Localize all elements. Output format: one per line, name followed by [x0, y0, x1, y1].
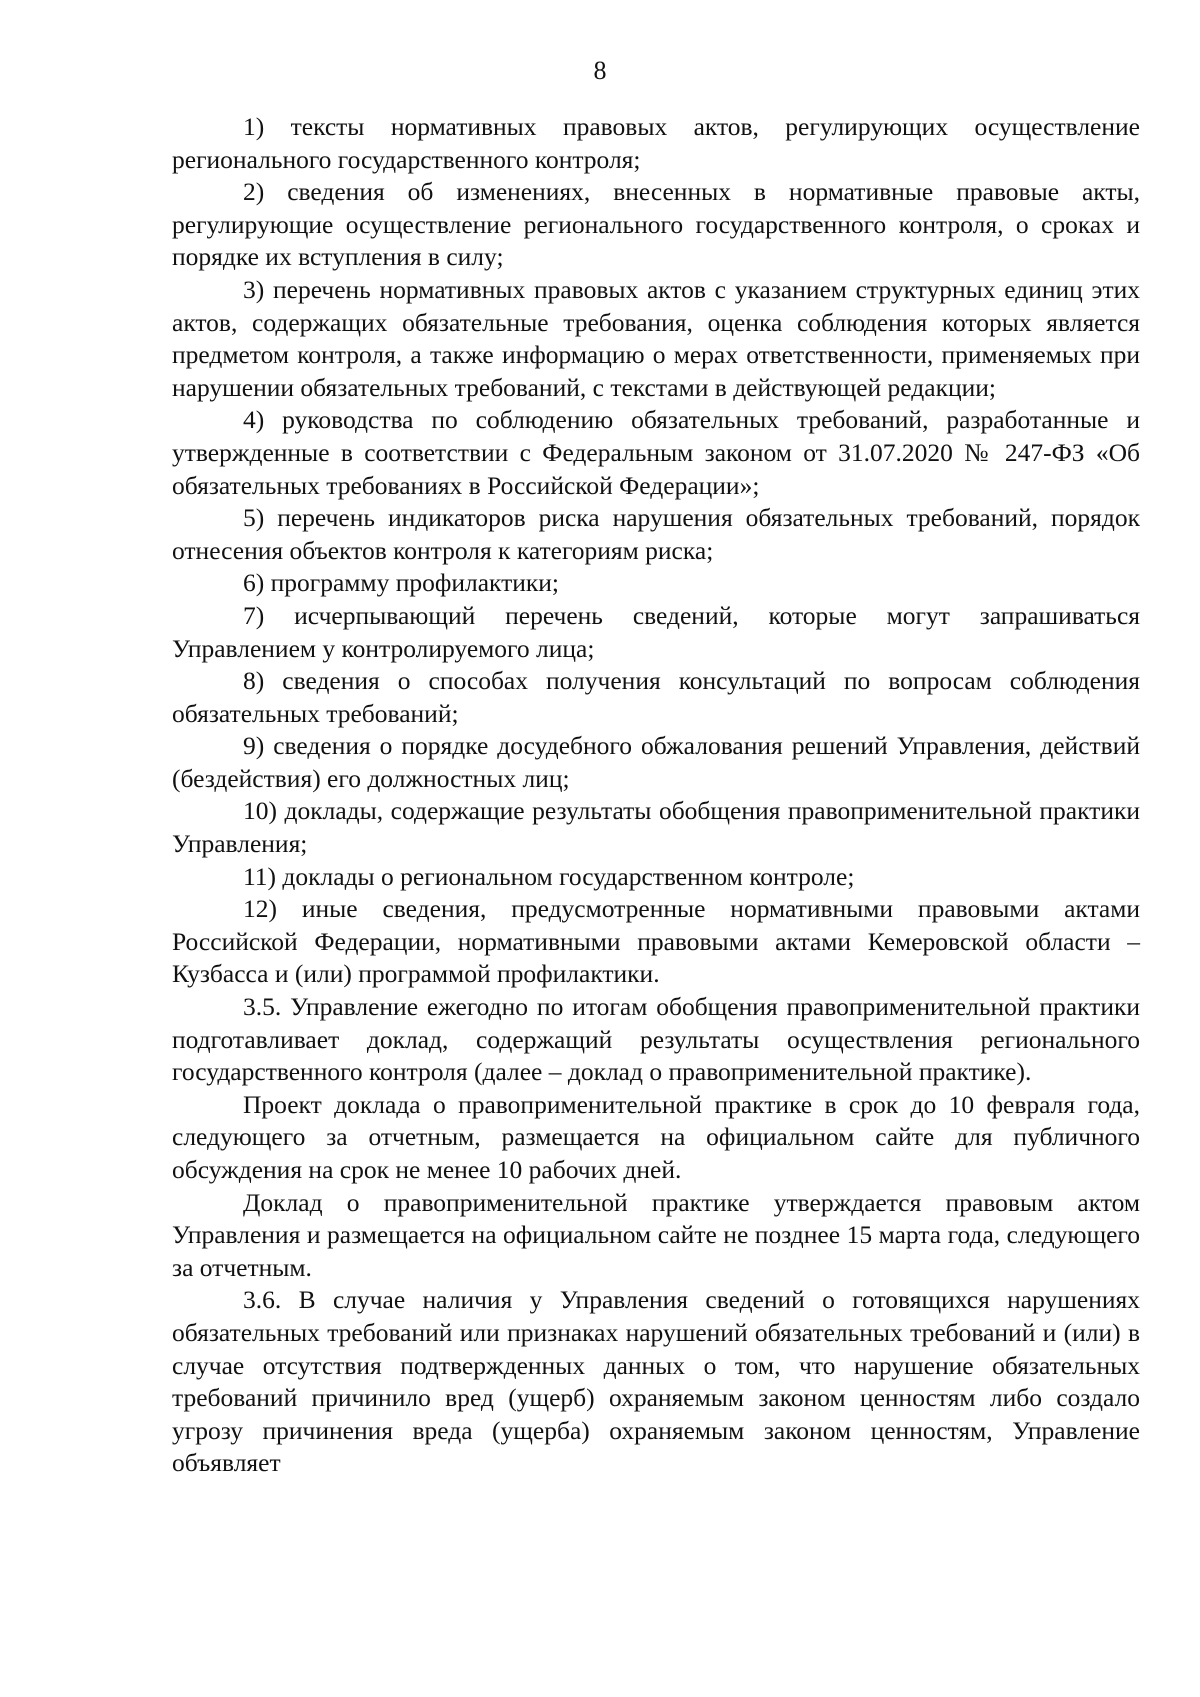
paragraph: 7) исчерпывающий перечень сведений, которые могут запрашиваться Управлением у контролируемого лица;	[172, 600, 1140, 663]
paragraph: 6) программу профилактики;	[243, 568, 560, 598]
paragraph: 3) перечень нормативных правовых актов с указанием структурных единиц этих актов, содержащих обязательные требования, оценка соблюдения которых является предметом контроля, а также информацию о мерах ответственности, применяемых при нарушении обязательных требований, с текстами в действующей редакции;	[172, 274, 1140, 402]
paragraph: 3.5. Управление ежегодно по итогам обобщения правоприменительной практики подготавливает доклад, содержащий результаты осуществления регионального государственного контроля (далее – доклад о правоприменительной практике).	[172, 992, 1140, 1087]
paragraph: 10) доклады, содержащие результаты обобщения правоприменительной практики Управления;	[172, 796, 1140, 859]
paragraph: 5) перечень индикаторов риска нарушения обязательных требований, порядок отнесения объектов контроля к категориям риска;	[172, 503, 1140, 565]
paragraph: Проект доклада о правоприменительной практике в срок до 10 февраля года, следующего за отчетным, размещается на официальном сайте для публичного обсуждения на срок не менее 10 рабочих дней.	[172, 1089, 1140, 1184]
document-body	[172, 111, 1140, 1480]
paragraph: 11) доклады о региональном государственном контроле;	[243, 861, 855, 891]
paragraph: 8) сведения о способах получения консультаций по вопросам соблюдения обязательных требований;	[172, 666, 1140, 728]
paragraph: 12) иные сведения, предусмотренные нормативными правовыми актами Российской Федерации, нормативными правовыми актами Кемеровской области – Кузбасса и (или) программой профилактики.	[172, 894, 1140, 989]
paragraph: 3.6. В случае наличия у Управления сведений о готовящихся нарушениях обязательных требований или признаках нарушений обязательных требований и (или) в случае отсутствия подтвержденных данных о том, что нарушение обязательных требований причинило вред (ущерб) охраняемым законом ценностям либо создало угрозу причинения вреда (ущерба) охраняемым законом ценностям, Управление объявляет	[172, 1285, 1140, 1478]
paragraph: 1) тексты нормативных правовых актов, регулирующих осуществление регионального государственного контроля;	[172, 112, 1140, 174]
page-number: 8	[593, 56, 607, 85]
paragraph: 2) сведения об изменениях, внесенных в нормативные правовые акты, регулирующие осуществление регионального государственного контроля, о сроках и порядке их вступления в силу;	[172, 177, 1140, 272]
paragraph: 9) сведения о порядке досудебного обжалования решений Управления, действий (бездействия) его должностных лиц;	[172, 731, 1140, 793]
paragraph: 4) руководства по соблюдению обязательных требований, разработанные и утвержденные в соответствии с Федеральным законом от 31.07.2020 № 247-ФЗ «Об обязательных требованиях в Российской Федерации»;	[172, 405, 1140, 500]
paragraph: Доклад о правоприменительной практике утверждается правовым актом Управления и размещается на официальном сайте не позднее 15 марта года, следующего за отчетным.	[172, 1187, 1140, 1282]
